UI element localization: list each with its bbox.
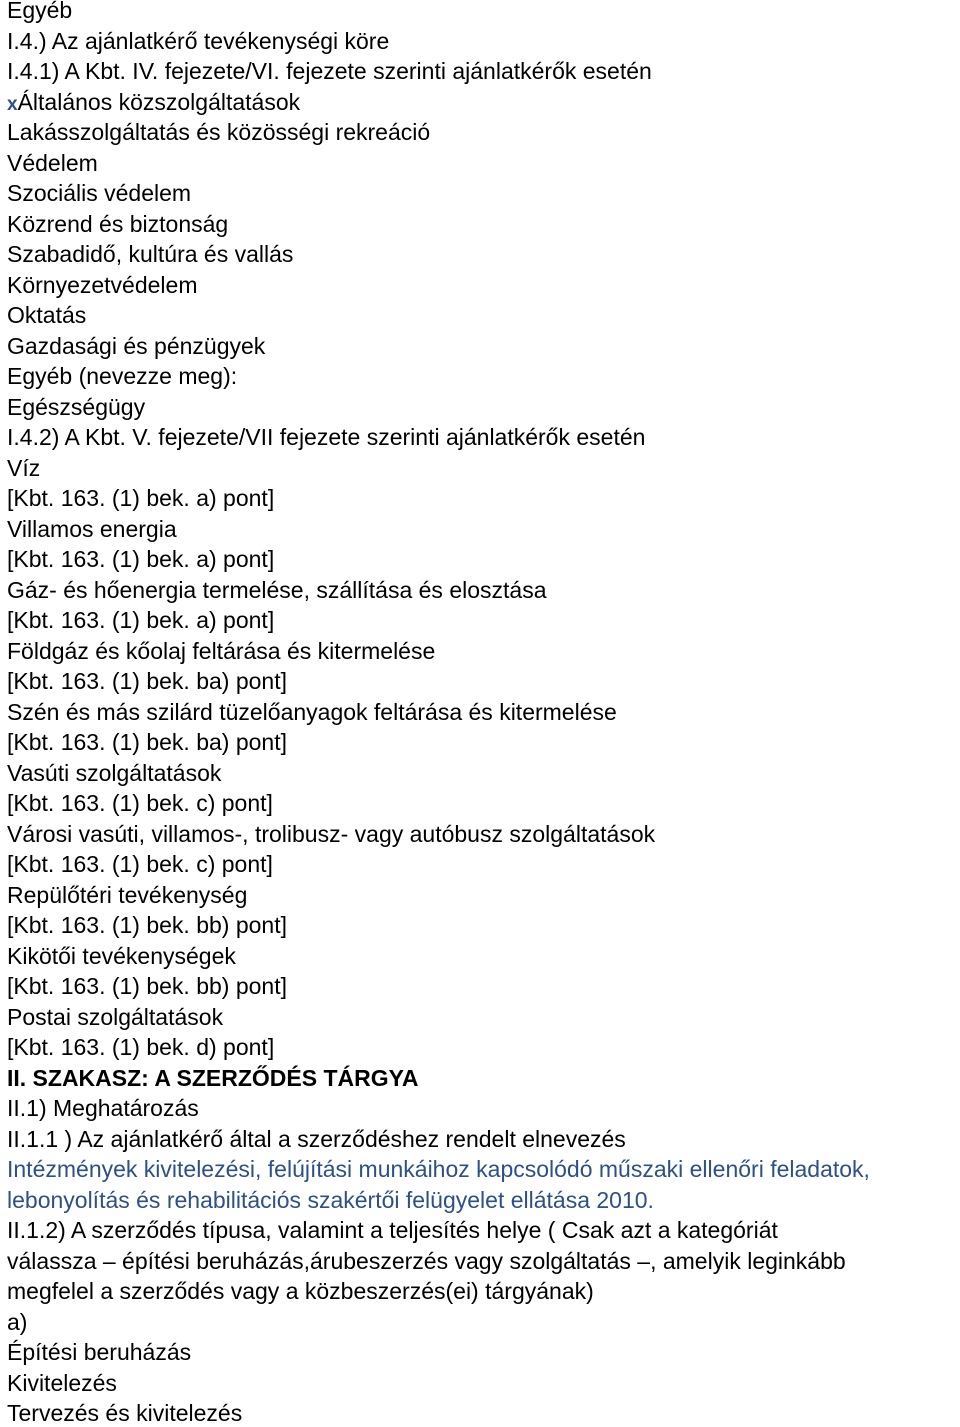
activity-option: Szén és más szilárd tüzelőanyagok feltárása és kitermelése bbox=[7, 699, 617, 725]
list-marker: a) bbox=[7, 1309, 28, 1335]
activity-option: Környezetvédelem bbox=[7, 272, 198, 298]
legal-reference: [Kbt. 163. (1) bek. ba) pont] bbox=[7, 668, 287, 694]
field-label: II.1.1 ) Az ajánlatkérő által a szerződéshez rendelt elnevezés bbox=[7, 1126, 626, 1152]
activity-option: Szabadidő, kultúra és vallás bbox=[7, 241, 294, 267]
legal-reference: [Kbt. 163. (1) bek. bb) pont] bbox=[7, 973, 287, 999]
contract-name-value: Intézmények kivitelezési, felújítási munkáihoz kapcsolódó műszaki ellenőri feladatok, bbox=[7, 1156, 870, 1182]
activity-option: Vasúti szolgáltatások bbox=[7, 760, 222, 786]
activity-option: Közrend és biztonság bbox=[7, 211, 229, 237]
activity-option: Városi vasúti, villamos-, trolibusz- vagy autóbusz szolgáltatások bbox=[7, 821, 656, 847]
contract-type-option: Tervezés és kivitelezés bbox=[7, 1400, 243, 1426]
legal-reference: [Kbt. 163. (1) bek. c) pont] bbox=[7, 790, 273, 816]
legal-reference: [Kbt. 163. (1) bek. bb) pont] bbox=[7, 912, 287, 938]
legal-reference: [Kbt. 163. (1) bek. a) pont] bbox=[7, 485, 275, 511]
legal-reference: [Kbt. 163. (1) bek. ba) pont] bbox=[7, 729, 287, 755]
checked-activity-row bbox=[7, 88, 300, 116]
activity-option: Védelem bbox=[7, 150, 98, 176]
subsection-heading: II.1) Meghatározás bbox=[7, 1095, 199, 1121]
field-label: megfelel a szerződés vagy a közbeszerzés(ei) tárgyának) bbox=[7, 1278, 594, 1304]
activity-option: Szociális védelem bbox=[7, 180, 192, 206]
activity-option: Repülőtéri tevékenység bbox=[7, 882, 248, 908]
checkbox-x-mark: x bbox=[7, 94, 18, 115]
section-title: II. SZAKASZ: A SZERZŐDÉS TÁRGYA bbox=[7, 1065, 419, 1091]
contract-type-option: Kivitelezés bbox=[7, 1370, 117, 1396]
legal-reference: [Kbt. 163. (1) bek. a) pont] bbox=[7, 607, 275, 633]
activity-option: Gáz- és hőenergia termelése, szállítása és elosztása bbox=[7, 577, 547, 603]
legal-reference: [Kbt. 163. (1) bek. c) pont] bbox=[7, 851, 273, 877]
field-label: válassza – építési beruházás,árubeszerzés vagy szolgáltatás –, amelyik leginkább bbox=[7, 1248, 846, 1274]
activity-option: Víz bbox=[7, 455, 41, 481]
contract-type-option: Építési beruházás bbox=[7, 1339, 192, 1365]
activity-option: Lakásszolgáltatás és közösségi rekreáció bbox=[7, 119, 431, 145]
subsection-heading: I.4.2) A Kbt. V. fejezete/VII fejezete szerinti ajánlatkérők esetén bbox=[7, 424, 646, 450]
activity-option: Gazdasági és pénzügyek bbox=[7, 333, 266, 359]
activity-option: Oktatás bbox=[7, 302, 87, 328]
activity-option: Kikötői tevékenységek bbox=[7, 943, 236, 969]
section-heading: I.4.) Az ajánlatkérő tevékenységi köre bbox=[7, 28, 390, 54]
activity-option: Villamos energia bbox=[7, 516, 177, 542]
activity-option: Postai szolgáltatások bbox=[7, 1004, 224, 1030]
legal-reference: [Kbt. 163. (1) bek. d) pont] bbox=[7, 1034, 275, 1060]
activity-option: Földgáz és kőolaj feltárása és kitermelése bbox=[7, 638, 436, 664]
text-line: Egyéb bbox=[7, 0, 73, 23]
activity-option: Egyéb (nevezze meg): bbox=[7, 363, 238, 389]
field-label: II.1.2) A szerződés típusa, valamint a teljesítés helye ( Csak azt a kategóriát bbox=[7, 1217, 778, 1243]
activity-label: Általános közszolgáltatások bbox=[17, 89, 301, 115]
subsection-heading: I.4.1) A Kbt. IV. fejezete/VI. fejezete szerinti ajánlatkérők esetén bbox=[7, 58, 652, 84]
activity-option: Egészségügy bbox=[7, 394, 146, 420]
legal-reference: [Kbt. 163. (1) bek. a) pont] bbox=[7, 546, 275, 572]
contract-name-value: lebonyolítás és rehabilitációs szakértői felügyelet ellátása 2010. bbox=[7, 1187, 654, 1213]
